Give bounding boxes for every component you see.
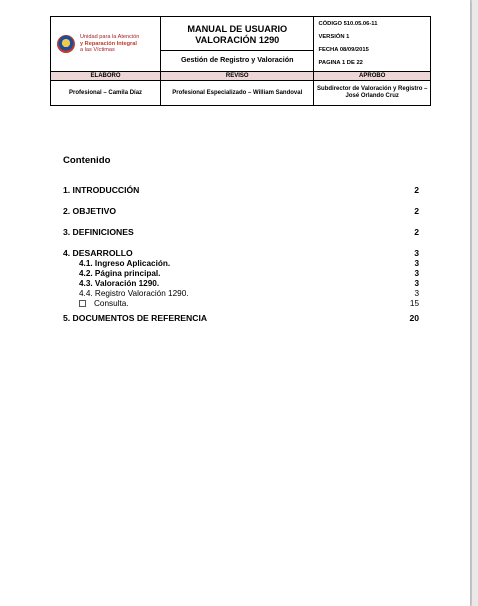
toc-page: 2 [414,185,419,195]
version: VERSIÓN 1 [318,34,350,40]
toc-label: 4. DESARROLLO [63,248,133,258]
reviso-value: Profesional Especializado – William Sandoval [161,81,314,106]
toc-label: 4.3. Valoración 1290. [79,279,160,288]
toc-item-ingreso-aplicacion[interactable] [63,259,419,269]
bullet-square-icon [79,300,86,307]
viewer-scrollbar[interactable] [472,0,478,606]
toc-item-objetivo[interactable] [63,205,419,217]
toc-item-registro-valoracion[interactable] [63,289,419,299]
table-of-contents [63,184,419,324]
toc-label: 1. INTRODUCCIÓN [63,185,140,195]
toc-page: 15 [409,299,419,308]
aprobo-value: Subdirector de Valoración y Registro – José Orlando Cruz [314,81,431,106]
toc-label: Consulta. [94,299,129,308]
toc-label: 4.1. Ingreso Aplicación. [79,259,171,268]
toc-label: 5. DOCUMENTOS DE REFERENCIA [63,313,208,323]
toc-item-introduccion[interactable] [63,184,419,196]
fecha: FECHA 08/09/2015 [318,47,369,53]
meta-cell [314,17,431,72]
toc-item-pagina-principal[interactable] [63,269,419,279]
toc-item-definiciones[interactable] [63,226,419,238]
toc-item-consulta[interactable] [63,299,419,309]
logo-line-3: a las Víctimas [80,47,115,54]
toc-label: 2. OBJETIVO [63,206,117,216]
toc-item-desarrollo[interactable] [63,247,419,259]
toc-page: 3 [414,269,419,278]
col-aprobo-header: APROBÓ [314,72,431,81]
toc-page: 3 [414,259,419,268]
document-subtitle: Gestión de Registro y Valoración [180,55,294,64]
toc-page: 2 [414,206,419,216]
coat-of-arms-icon [57,35,75,53]
toc-label: 3. DEFINICIONES [63,227,134,237]
toc-page: 3 [414,289,419,298]
document-title: MANUAL DE USUARIO VALORACIÓN 1290 [161,18,313,51]
title-cell [161,17,314,72]
toc-page: 20 [409,313,419,323]
organization-logo [51,17,160,71]
toc-page: 3 [414,279,419,288]
logo-cell [51,17,161,72]
col-reviso-header: REVISÓ [161,72,314,81]
toc-page: 2 [414,227,419,237]
col-elaboro-header: ELABORÓ [51,72,161,81]
contents-heading: Contenido [63,155,111,166]
elaboro-value: Profesional – Camila Díaz [51,81,161,106]
toc-label: 4.4. Registro Valoración 1290. [79,289,189,298]
pagina: PAGINA 1 DE 22 [318,60,363,66]
document-header-table [50,16,431,106]
toc-item-documentos-referencia[interactable] [63,312,419,324]
logo-line-2: y Reparación Integral [80,40,137,47]
toc-label: 4.2. Página principal. [79,269,161,278]
logo-line-1: Unidad para la Atención [80,34,140,41]
toc-page: 3 [414,248,419,258]
toc-item-valoracion-1290[interactable] [63,279,419,289]
codigo: CÓDIGO 510.05.06-11 [318,21,378,27]
